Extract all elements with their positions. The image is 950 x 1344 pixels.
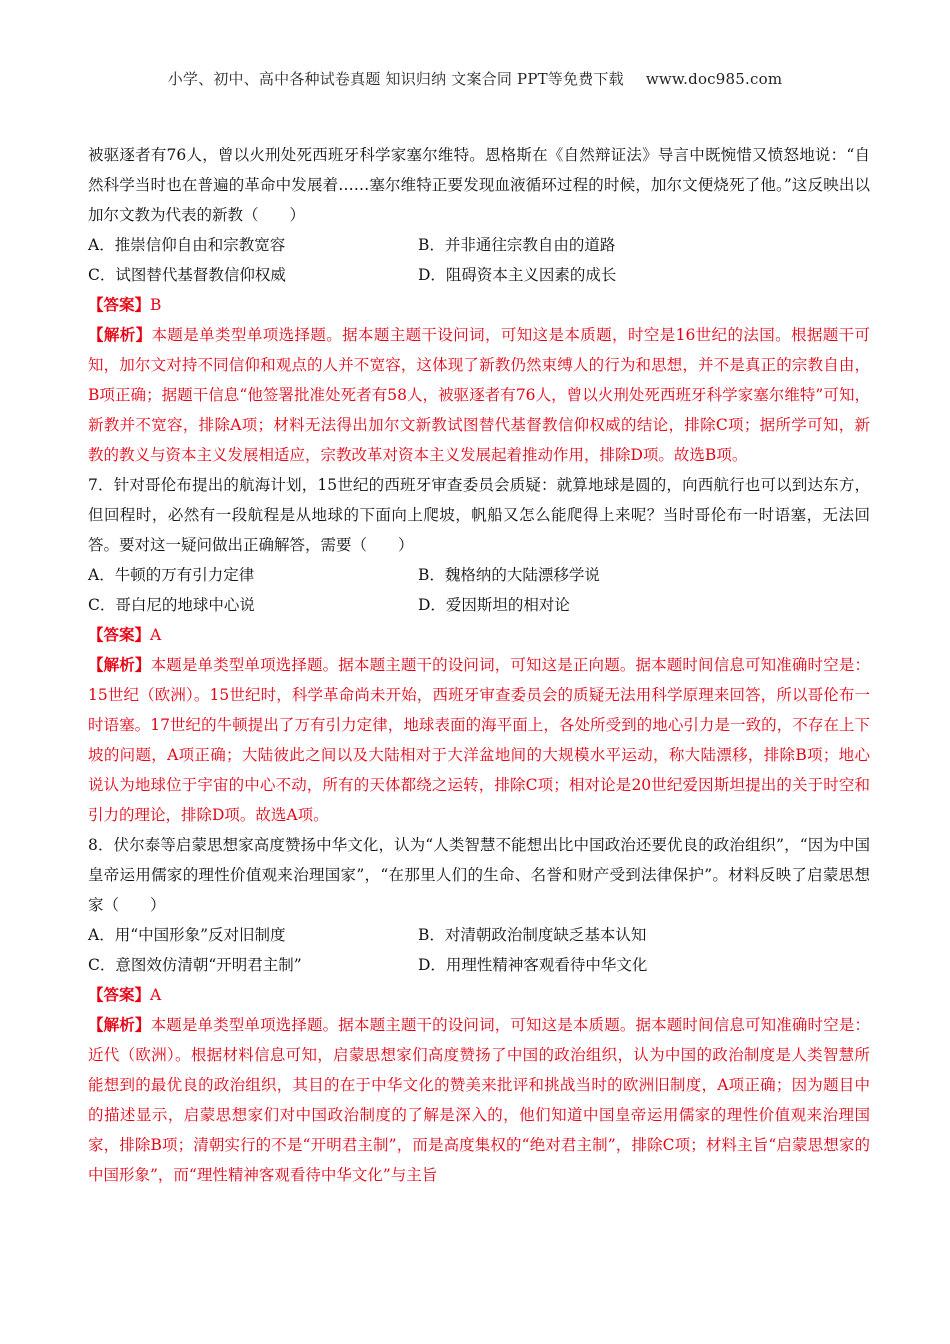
header-url[interactable]: www.doc985.com — [645, 70, 783, 88]
q6-stem: 被驱逐者有76人，曾以火刑处死西班牙科学家塞尔维特。恩格斯在《自然辩证法》导言中既惋惜又愤怒地说：“自然科学当时也在普遍的革命中发展着……塞尔维特正要发现血液循环过程的时候，加尔文便烧死了他。”这反映出以加尔文教为代表的新教（ ） — [88, 146, 870, 224]
q8-option-b: B．对清朝政治制度缺乏基本认知 — [418, 926, 647, 944]
q8-options-row-2 — [88, 950, 870, 980]
q7-options-row-2 — [88, 590, 870, 620]
q7-option-c: C．哥白尼的地球中心说 — [88, 596, 255, 614]
q8-analysis-tag: 【解析】 — [88, 1015, 151, 1034]
q8-option-a: A．用“中国形象”反对旧制度 — [88, 926, 286, 944]
q6-option-c: C．试图替代基督教信仰权威 — [88, 266, 286, 284]
q8-answer-tag: 【答案】 — [88, 985, 151, 1004]
q6-analysis-tag: 【解析】 — [88, 325, 152, 344]
q7-analysis-text: 本题是单类型单项选择题。据本题主题干的设问词，可知这是正向题。据本题时间信息可知准确时空是：15世纪（欧洲）。15世纪时，科学革命尚未开始，西班牙审查委员会的质疑无法用科学原理来回答，所以哥伦布一时语塞。17世纪的牛顿提出了万有引力定律，地球表面的海平面上，各处所受到的地心引力是一致的，不存在上下坡的问题，A项正确；大陆彼此之间以及大陆相对于大洋盆地间的大规模水平运动，称大陆漂移，排除B项；地心说认为地球位于宇宙的中心不动，所有的天体都绕之运转，排除C项；相对论是20世纪爱因斯坦提出的关于时空和引力的理论，排除D项。故选A项。 — [88, 656, 870, 824]
q7-answer-tag: 【答案】 — [88, 625, 151, 644]
q8-option-c: C．意图效仿清朝“开明君主制” — [88, 956, 302, 974]
q8-options-row-1 — [88, 920, 870, 950]
q8-analysis — [88, 1010, 870, 1190]
q6-answer-value: B — [150, 296, 162, 314]
q7-analysis — [88, 650, 870, 830]
q8-stem: 8．伏尔泰等启蒙思想家高度赞扬中华文化，认为“人类智慧不能想出比中国政治还要优良的政治组织”，“因为中国皇帝运用儒家的理性价值观来治理国家”，“在那里人们的生命、名誉和财产受到法律保护”。材料反映了启蒙思想家（ ） — [88, 836, 870, 914]
document-body — [88, 140, 870, 1190]
q6-option-d: D．阻碍资本主义因素的成长 — [418, 266, 617, 284]
q7-stem: 7．针对哥伦布提出的航海计划，15世纪的西班牙审查委员会质疑：就算地球是圆的，向西航行也可以到达东方，但回程时，必然有一段航程是从地球的下面向上爬坡，帆船又怎么能爬得上来呢？当时哥伦布一时语塞，无法回答。要对这一疑问做出正确解答，需要（ ） — [88, 476, 870, 554]
q6-answer-tag: 【答案】 — [88, 295, 151, 314]
q7-option-b: B．魏格纳的大陆漂移学说 — [418, 566, 600, 584]
q7-options-row-1 — [88, 560, 870, 590]
q7-answer — [88, 620, 870, 650]
q6-analysis — [88, 320, 870, 470]
q8-option-d: D．用理性精神客观看待中华文化 — [418, 956, 648, 974]
page-header — [0, 68, 950, 89]
q6-option-b: B．并非通往宗教自由的道路 — [418, 236, 616, 254]
q7-answer-value: A — [150, 626, 162, 644]
q6-answer — [88, 290, 870, 320]
q7-analysis-tag: 【解析】 — [88, 655, 151, 674]
q6-options-row-1 — [88, 230, 870, 260]
q8-answer-value: A — [150, 986, 162, 1004]
q7-option-a: A．牛顿的万有引力定律 — [88, 566, 255, 584]
q6-analysis-text: 本题是单类型单项选择题。据本题主题干设问词，可知这是本质题，时空是16世纪的法国。根据题干可知，加尔文对持不同信仰和观点的人并不宽容，这体现了新教仍然束缚人的行为和思想，并不是真正的宗教自由，B项正确；据题干信息“他签署批准处死者有58人，被驱逐者有76人，曾以火刑处死西班牙科学家塞尔维特”可知，新教并不宽容，排除A项；材料无法得出加尔文新教试图替代基督教信仰权威的结论，排除C项；据所学可知，新教的教义与资本主义发展相适应，宗教改革对资本主义发展起着推动作用，排除D项。故选B项。 — [88, 326, 870, 464]
header-text: 小学、初中、高中各种试卷真题 知识归纳 文案合同 PPT等免费下载 — [167, 70, 624, 88]
q8-analysis-text: 本题是单类型单项选择题。据本题主题干的设问词，可知这是本质题。据本题时间信息可知准确时空是：近代（欧洲）。根据材料信息可知，启蒙思想家们高度赞扬了中国的政治组织，认为中国的政治制度是人类智慧所能想到的最优良的政治组织，其目的在于中华文化的赞美来批评和挑战当时的欧洲旧制度，A项正确；因为题目中的描述显示，启蒙思想家们对中国政治制度的了解是深入的，他们知道中国皇帝运用儒家的理性价值观来治理国家，排除B项；清朝实行的不是“开明君主制”，而是高度集权的“绝对君主制”，排除C项；材料主旨“启蒙思想家的中国形象”，而“理性精神客观看待中华文化”与主旨 — [88, 1016, 870, 1184]
q7-option-d: D．爱因斯坦的相对论 — [418, 596, 570, 614]
q6-options-row-2 — [88, 260, 870, 290]
q8-answer — [88, 980, 870, 1010]
q6-option-a: A．推崇信仰自由和宗教宽容 — [88, 236, 286, 254]
